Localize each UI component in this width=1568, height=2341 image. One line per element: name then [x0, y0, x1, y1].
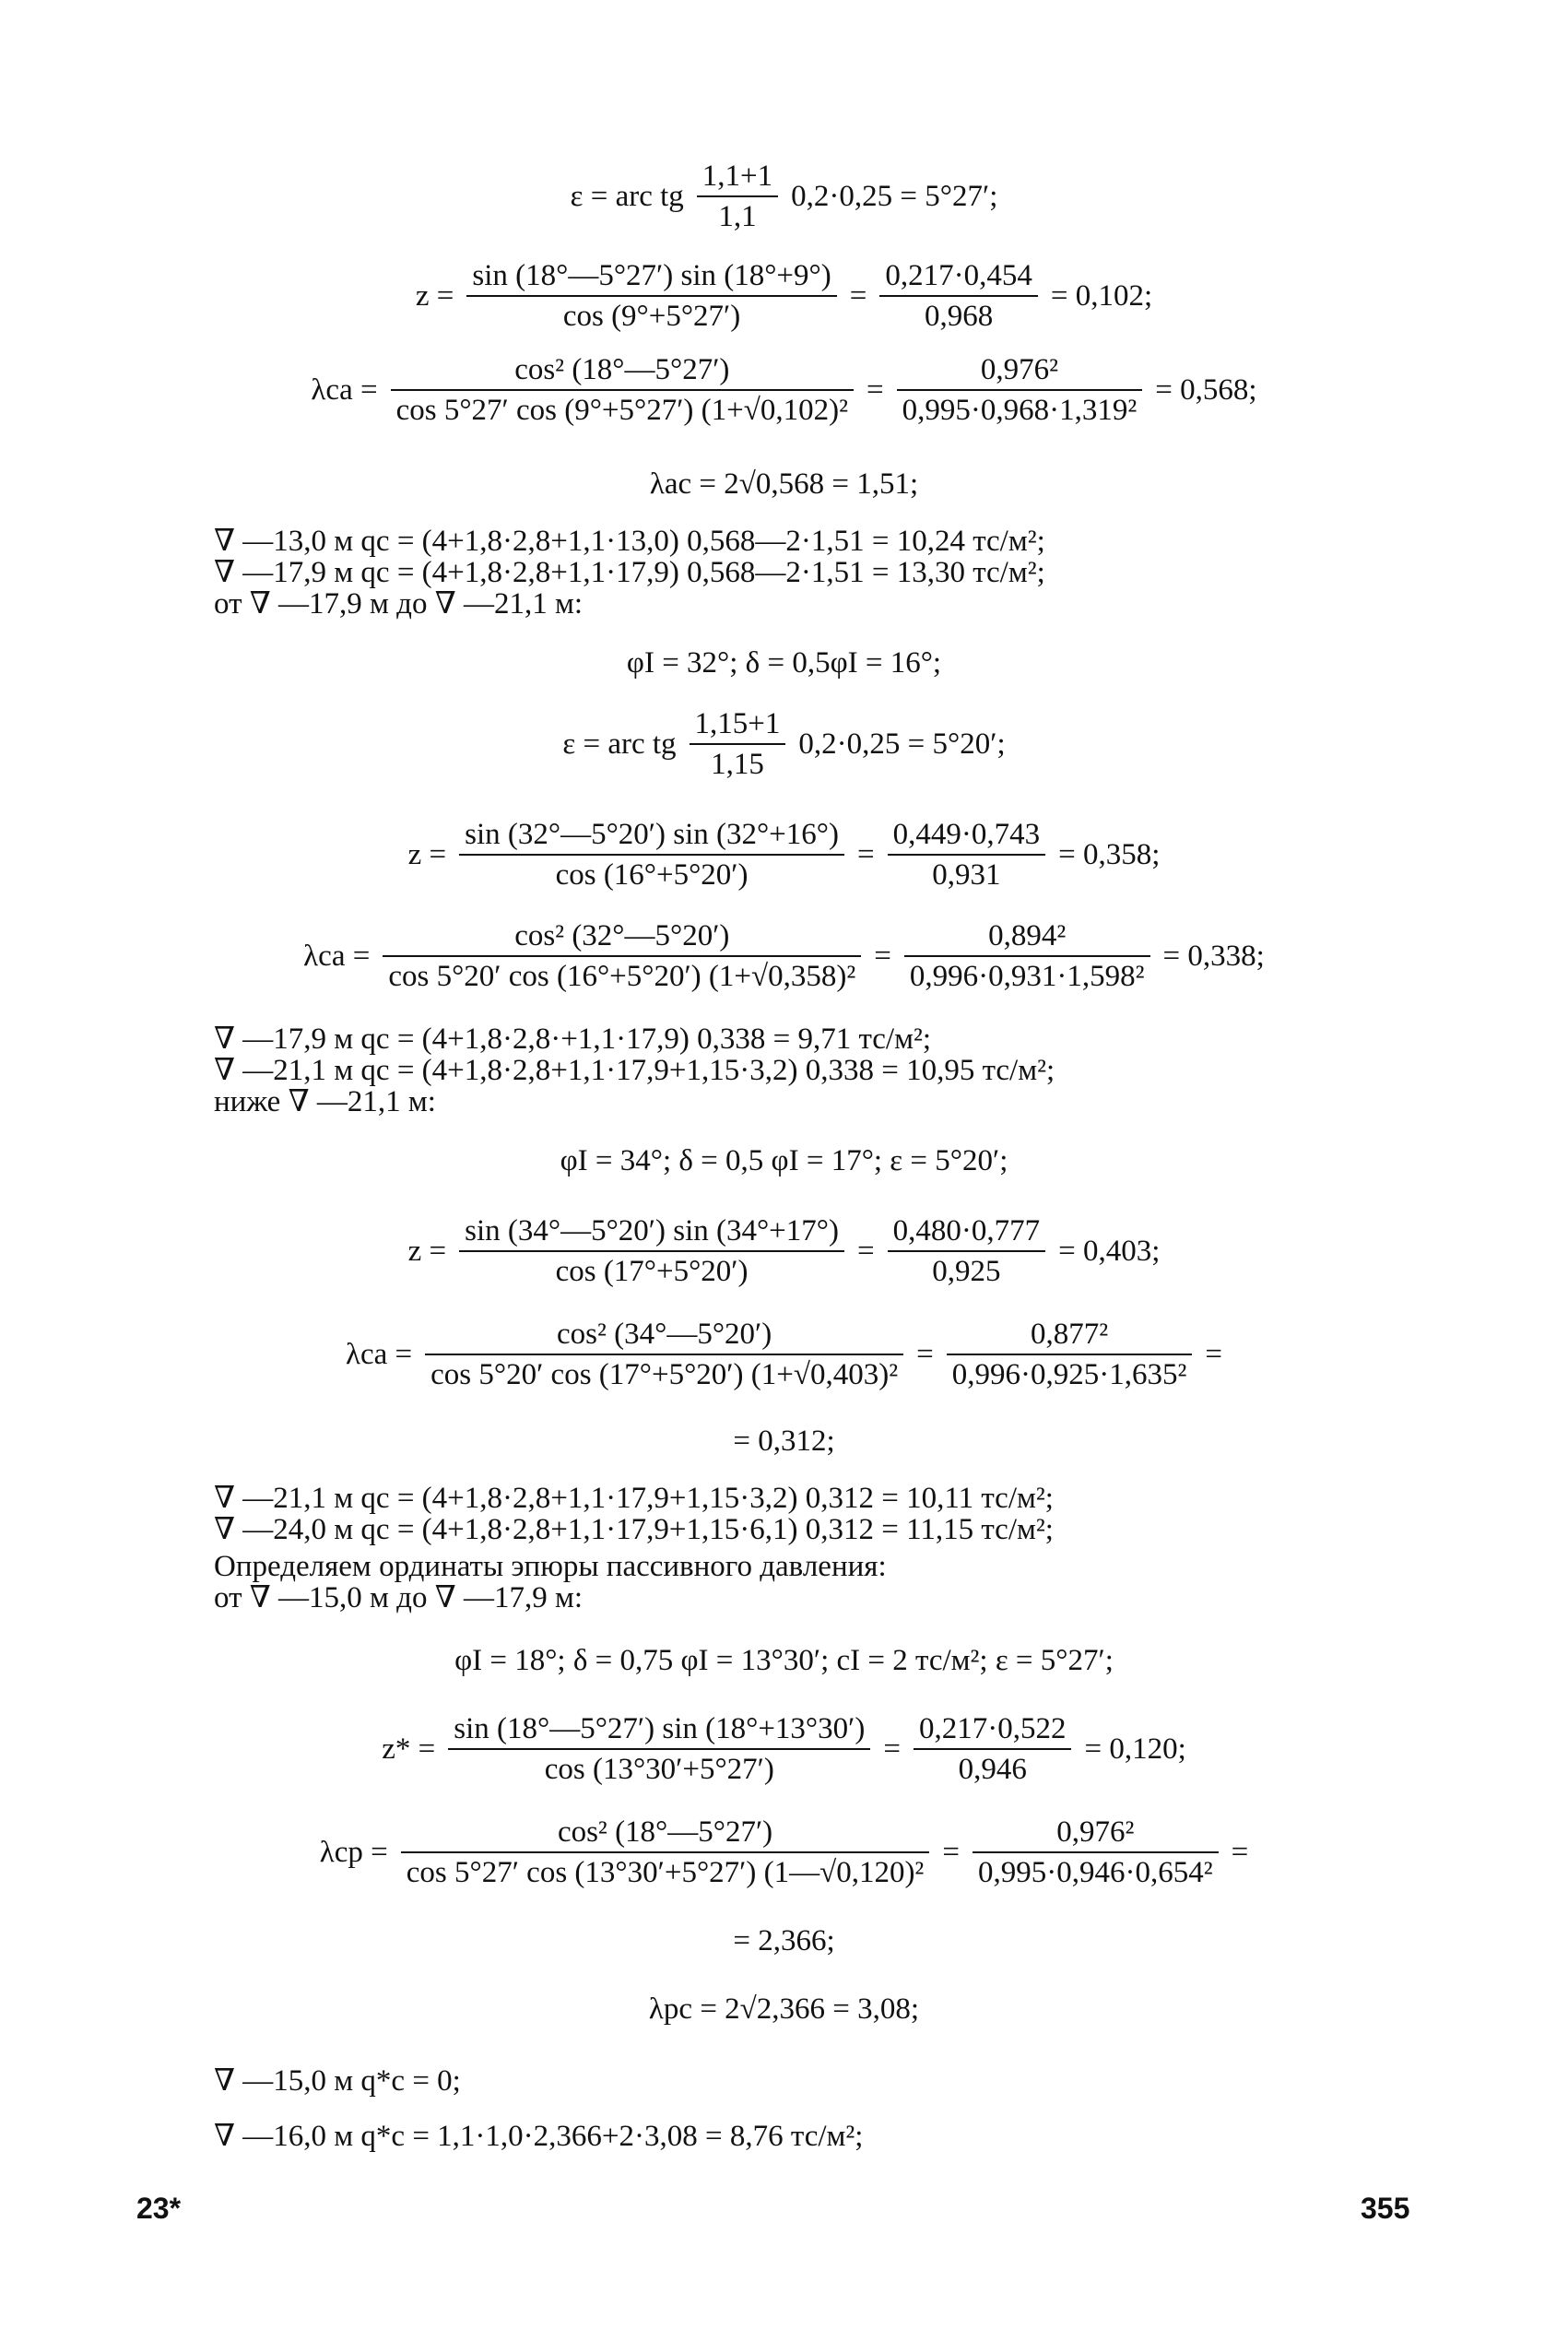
formula-epsilon-2 — [0, 706, 1568, 782]
formula-z-3 — [0, 1213, 1568, 1289]
formula-rhs: = 0,358; — [1058, 838, 1161, 871]
fraction-numerator: 0,894² — [904, 918, 1150, 957]
formula-rhs: 0,2·0,25 = 5°27′; — [791, 180, 998, 213]
text-line: ниже ∇ —21,1 м: — [214, 1085, 436, 1118]
text-line: ∇ —16,0 м q*c = 1,1·1,0·2,366+2·3,08 = 8,76 тс/м²; — [214, 2120, 864, 2153]
formula-rhs: = — [1231, 1836, 1249, 1869]
text-line: Определяем ординаты эпюры пассивного давления: — [214, 1550, 887, 1583]
fraction-denominator: 0,995·0,968·1,319² — [902, 394, 1138, 427]
fraction — [879, 258, 1038, 334]
formula-rhs: = 0,120; — [1084, 1732, 1186, 1766]
fraction-numerator: 0,217·0,522 — [914, 1711, 1072, 1750]
fraction-denominator: 0,931 — [932, 858, 1001, 892]
text-line: ∇ —17,9 м qc = (4+1,8·2,8+1,1·17,9) 0,568—2·1,51 = 13,30 тс/м²; — [214, 556, 1045, 589]
formula-rhs: = 0,568; — [1155, 373, 1257, 407]
fraction-numerator: 0,217·0,454 — [879, 258, 1038, 297]
formula-lhs: z* = — [382, 1732, 436, 1766]
fraction — [690, 706, 786, 782]
formula-z-2 — [0, 817, 1568, 893]
formula-z-star — [0, 1711, 1568, 1787]
fraction-numerator: sin (34°—5°20′) sin (34°+17°) — [459, 1213, 844, 1252]
text-line: ∇ —17,9 м qc = (4+1,8·2,8·+1,1·17,9) 0,338 = 9,71 тс/м²; — [214, 1023, 932, 1056]
fraction-denominator: 0,996·0,925·1,635² — [951, 1358, 1187, 1391]
fraction-denominator: cos (17°+5°20′) — [555, 1255, 749, 1288]
fraction-numerator: 0,877² — [947, 1317, 1193, 1355]
formula-equals: = — [849, 279, 867, 313]
fraction-denominator: 0,946 — [958, 1753, 1027, 1786]
fraction-denominator: cos 5°27′ cos (9°+5°27′) (1+√0,102)² — [395, 394, 849, 427]
formula-rhs: = 0,338; — [1162, 940, 1265, 973]
fraction-numerator: sin (32°—5°20′) sin (32°+16°) — [459, 817, 844, 856]
fraction-denominator: cos 5°20′ cos (17°+5°20′) (1+√0,403)² — [430, 1358, 899, 1391]
fraction-denominator: 0,995·0,946·0,654² — [977, 1856, 1213, 1889]
formula-lhs: λca = — [303, 940, 371, 973]
formula-lhs: λcp = — [319, 1836, 388, 1869]
text-line: ∇ —15,0 м q*c = 0; — [214, 2064, 461, 2098]
fraction — [401, 1815, 930, 1890]
fraction-numerator: 0,976² — [897, 352, 1143, 391]
formula-result: = 0,312; — [733, 1425, 835, 1458]
fraction-numerator: cos² (18°—5°27′) — [401, 1815, 930, 1853]
fraction-numerator: 1,1+1 — [697, 159, 778, 197]
formula-lambda-ca-2 — [0, 918, 1568, 994]
fraction — [897, 352, 1143, 428]
text-line: от ∇ —17,9 м до ∇ —21,1 м: — [214, 587, 584, 621]
fraction — [904, 918, 1150, 994]
fraction-denominator: 0,996·0,931·1,598² — [909, 960, 1145, 993]
fraction — [383, 918, 861, 994]
fraction-numerator: cos² (32°—5°20′) — [383, 918, 861, 957]
formula-phi-delta-1: φI = 32°; δ = 0,5φI = 16°; — [626, 646, 942, 680]
formula-lambda-ac: λac = 2√0,568 = 1,51; — [649, 467, 919, 501]
text-line: от ∇ —15,0 м до ∇ —17,9 м: — [214, 1581, 584, 1614]
fraction-numerator: sin (18°—5°27′) sin (18°+9°) — [466, 258, 836, 297]
fraction-numerator: 0,449·0,743 — [888, 817, 1046, 856]
formula-lhs: z = — [407, 1235, 447, 1268]
fraction-denominator: cos 5°27′ cos (13°30′+5°27′) (1—√0,120)² — [406, 1856, 925, 1889]
fraction-numerator: 0,976² — [973, 1815, 1219, 1853]
text-line: ∇ —13,0 м qc = (4+1,8·2,8+1,1·13,0) 0,568—2·1,51 = 10,24 тс/м²; — [214, 525, 1045, 558]
formula-equals: = — [856, 838, 875, 871]
fraction-denominator: 1,15 — [711, 748, 764, 781]
formula-lhs: ε = arc tg — [570, 180, 684, 213]
formula-lhs: z = — [415, 279, 454, 313]
formula-lambda-ca-1 — [0, 352, 1568, 428]
fraction-denominator: cos 5°20′ cos (16°+5°20′) (1+√0,358)² — [388, 960, 856, 993]
formula-equals: = — [874, 940, 891, 973]
fraction — [697, 159, 778, 234]
fraction-denominator: 0,925 — [932, 1255, 1001, 1288]
text-line: ∇ —21,1 м qc = (4+1,8·2,8+1,1·17,9+1,15·3,2) 0,312 = 10,11 тс/м²; — [214, 1482, 1054, 1515]
formula-rhs: = 0,403; — [1058, 1235, 1161, 1268]
fraction — [466, 258, 836, 334]
formula-lambda-ca-3 — [0, 1317, 1568, 1392]
fraction-numerator: cos² (18°—5°27′) — [391, 352, 854, 391]
formula-lhs: ε = arc tg — [562, 727, 677, 761]
formula-equals: = — [883, 1732, 901, 1766]
formula-result: = 2,366; — [733, 1924, 835, 1957]
formula-lhs: z = — [407, 838, 447, 871]
formula-lhs: λca = — [311, 373, 378, 407]
fraction — [425, 1317, 903, 1392]
fraction — [973, 1815, 1219, 1890]
fraction — [459, 817, 844, 893]
fraction — [448, 1711, 870, 1787]
fraction — [914, 1711, 1072, 1787]
text-line: ∇ —21,1 м qc = (4+1,8·2,8+1,1·17,9+1,15·3,2) 0,338 = 10,95 тс/м²; — [214, 1054, 1055, 1087]
fraction — [888, 817, 1046, 893]
fraction — [459, 1213, 844, 1289]
formula-equals: = — [867, 373, 884, 407]
formula-rhs: = 0,102; — [1050, 279, 1153, 313]
fraction-denominator: 0,968 — [924, 300, 994, 333]
formula-rhs: 0,2·0,25 = 5°20′; — [798, 727, 1006, 761]
formula-lhs: λca = — [346, 1338, 413, 1371]
fraction-denominator: cos (16°+5°20′) — [555, 858, 749, 892]
fraction-denominator: cos (13°30′+5°27′) — [544, 1753, 774, 1786]
page-number: 355 — [1361, 2192, 1410, 2225]
fraction — [947, 1317, 1193, 1392]
fraction-numerator: 0,480·0,777 — [888, 1213, 1046, 1252]
formula-phi-delta-c: φI = 18°; δ = 0,75 φI = 13°30′; cI = 2 тс/м²; ε = 5°27′; — [454, 1644, 1114, 1677]
formula-lambda-cp — [0, 1815, 1568, 1890]
formula-rhs: = — [1205, 1338, 1222, 1371]
formula-equals: = — [942, 1836, 960, 1869]
fraction-numerator: sin (18°—5°27′) sin (18°+13°30′) — [448, 1711, 870, 1750]
formula-equals: = — [916, 1338, 934, 1371]
formula-z-1 — [0, 258, 1568, 334]
formula-lambda-pc: λpc = 2√2,366 = 3,08; — [648, 1992, 920, 2026]
fraction — [888, 1213, 1046, 1289]
fraction-numerator: 1,15+1 — [690, 706, 786, 745]
fraction-denominator: 1,1 — [718, 200, 757, 233]
text-line: ∇ —24,0 м qc = (4+1,8·2,8+1,1·17,9+1,15·6,1) 0,312 = 11,15 тс/м²; — [214, 1513, 1054, 1546]
fraction — [391, 352, 854, 428]
formula-equals: = — [856, 1235, 875, 1268]
fraction-denominator: cos (9°+5°27′) — [562, 300, 741, 333]
formula-phi-delta-2: φI = 34°; δ = 0,5 φI = 17°; ε = 5°20′; — [560, 1144, 1008, 1177]
fraction-numerator: cos² (34°—5°20′) — [425, 1317, 903, 1355]
formula-epsilon-1 — [0, 159, 1568, 234]
footer-signature-mark: 23* — [136, 2192, 182, 2225]
